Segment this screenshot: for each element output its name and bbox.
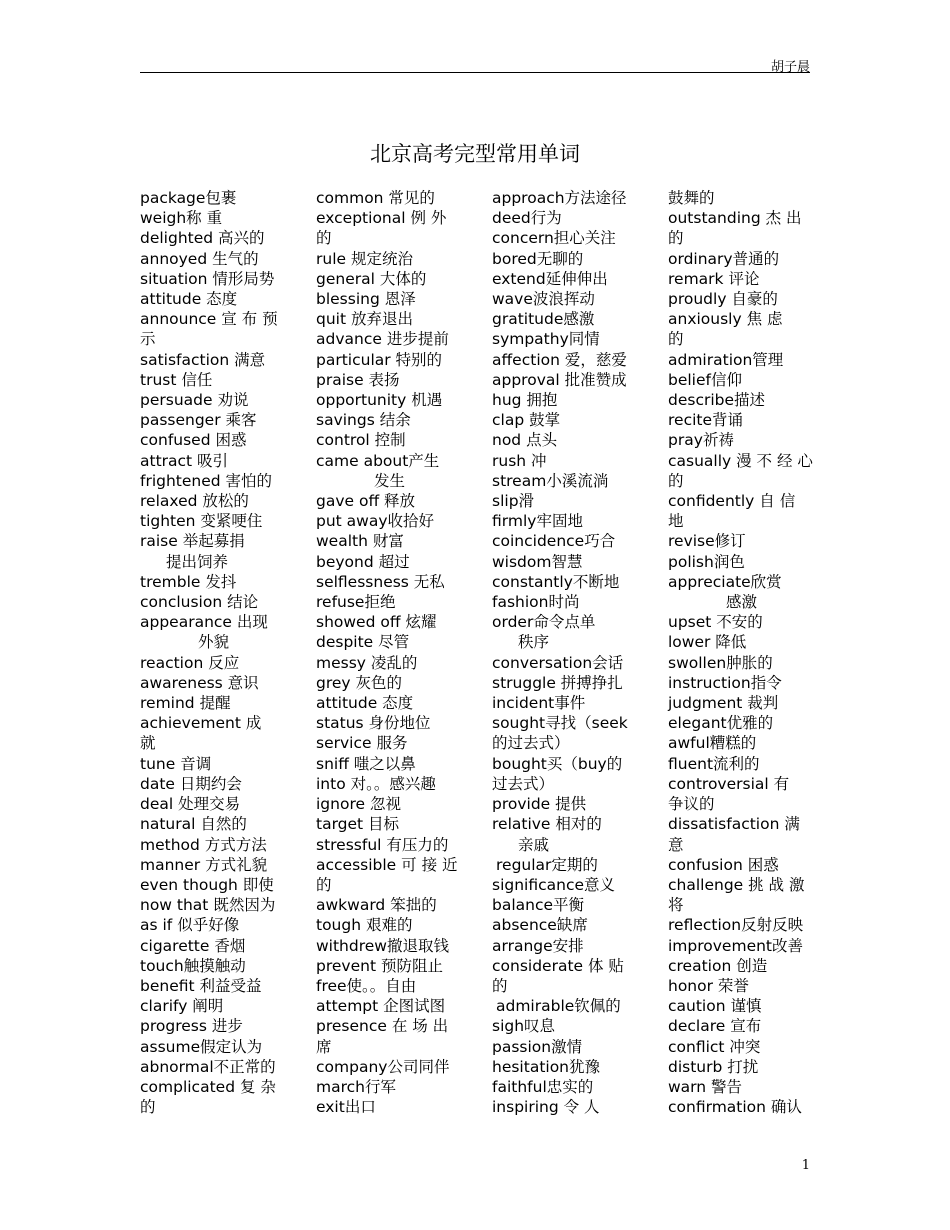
word-entry-line: put away收拾好 [316,512,435,531]
word-entry-line: showed off 炫耀 [316,613,437,632]
word-entry-line: coincidence巧合 [492,532,616,551]
page-number: 1 [801,1158,810,1173]
word-entry-line: regular定期的 [496,855,598,874]
word-entry-line: achievement 成 [140,714,262,733]
word-entry-line: 地 [668,512,684,531]
word-entry-line: pray祈祷 [668,431,734,450]
word-entry-line: selflessness 无私 [316,572,445,591]
header-divider [140,72,810,73]
word-entry-line: assume假定认为 [140,1037,263,1056]
word-entry-line: savings 结余 [316,411,411,430]
word-entry-line: delighted 高兴的 [140,229,265,248]
word-entry-line: inspiring 令 人 [492,1098,600,1117]
word-entry-line: wisdom智慧 [492,552,583,571]
word-entry-line: despite 尽管 [316,633,410,652]
word-entry-line: conclusion 结论 [140,593,259,612]
word-entry-line: deed行为 [492,209,562,228]
word-entry-line: order命令点单 [492,613,596,632]
word-entry-line: firmly牢固地 [492,512,583,531]
word-entry-line: 的 [492,976,508,995]
word-entry-line: rush 冲 [492,451,547,470]
word-entry-line: ordinary普通的 [668,249,780,268]
word-entry-line: recite背诵 [668,411,744,430]
word-entry-line: presence 在 场 出 [316,1017,449,1036]
word-entry-line: common 常见的 [316,189,435,207]
word-entry-line: announce 宣 布 预 [140,310,278,329]
word-entry-line: affection 爱，慈爱 [492,350,627,369]
word-entry-line: 发生 [374,471,406,490]
word-entry-line: wave波浪挥动 [492,290,595,309]
word-entry-line: tighten 变紧哽住 [140,512,263,531]
word-column-3 [492,188,637,1117]
word-entry-line: as if 似乎好像 [140,916,240,935]
word-entry-line: refuse拒绝 [316,593,396,612]
word-entry-line: particular 特别的 [316,350,443,369]
word-entry-line: instruction指令 [668,673,782,692]
word-entry-line: rule 规定统治 [316,249,413,268]
word-entry-line: company公司同伴 [316,1057,450,1076]
word-entry-line: confused 困惑 [140,431,247,450]
word-entry-line: hug 拥抱 [492,391,558,410]
word-entry-line: bored无聊的 [492,249,584,268]
word-entry-line: 提出饲养 [166,552,229,571]
word-entry-line: tune 音调 [140,754,212,773]
word-entry-line: proudly 自豪的 [668,290,778,309]
word-entry-line: admiration管理 [668,350,784,369]
word-entry-line: absence缺席 [492,916,588,935]
word-entry-line: accessible 可 接 近 [316,855,458,874]
word-entry-line: raise 举起募捐 [140,532,245,551]
word-entry-line: exit出口 [316,1098,376,1117]
word-entry-line: approval 批准赞成 [492,370,627,389]
header-author: 胡子晨 [770,60,810,75]
word-entry-line: faithful忠实的 [492,1077,594,1096]
word-entry-line: deal 处理交易 [140,795,241,814]
word-entry-line: stressful 有压力的 [316,835,449,854]
word-column-4 [668,188,813,1117]
word-entry-line: 争议的 [668,795,715,814]
word-column-2 [316,188,461,1117]
word-entry-line: satisfaction 满意 [140,350,266,369]
word-entry-line: relative 相对的 [492,815,602,834]
word-entry-line: tremble 发抖 [140,572,237,591]
word-entry-line: prevent 预防阻止 [316,956,443,975]
word-entry-line: improvement改善 [668,936,804,955]
word-entry-line: relaxed 放松的 [140,492,249,511]
word-entry-line: swollen肿胀的 [668,653,773,672]
word-entry-line: grey 灰色的 [316,673,403,692]
word-entry-line: arrange安排 [492,936,584,955]
word-entry-line: natural 自然的 [140,815,247,834]
word-entry-line: exceptional 例 外 [316,209,447,228]
word-entry-line: awful糟糕的 [668,734,757,753]
word-entry-line: upset 不安的 [668,613,763,632]
word-entry-line: provide 提供 [492,795,587,814]
word-entry-line: sympathy同情 [492,330,600,349]
word-entry-line: clarify 阐明 [140,997,224,1016]
word-entry-line: declare 宣布 [668,1017,762,1036]
word-entry-line: sought寻找（seek [492,714,628,733]
word-entry-line: 的 [668,330,684,349]
word-entry-line: fluent流利的 [668,754,760,773]
word-entry-line: casually 漫 不 经 心 [668,451,813,470]
word-entry-line: control 控制 [316,431,406,450]
word-entry-line: conversation会话 [492,653,624,672]
word-entry-line: gave off 释放 [316,492,416,511]
word-entry-line: hesitation犹豫 [492,1057,601,1076]
word-entry-line: constantly不断地 [492,572,620,591]
word-entry-line: praise 表扬 [316,370,400,389]
word-column-1 [140,188,285,1117]
word-entry-line: 秩序 [518,633,550,652]
word-entry-line: reflection反射反映 [668,916,804,935]
word-entry-line: extend延伸伸出 [492,269,608,288]
word-entry-line: 的 [316,875,332,894]
word-entry-line: situation 情形局势 [140,269,275,288]
word-entry-line: progress 进步 [140,1017,243,1036]
word-entry-line: quit 放弃退出 [316,310,413,329]
word-entry-line: approach方法途径 [492,189,627,207]
word-entry-line: attract 吸引 [140,451,229,470]
word-entry-line: 的 [140,1098,156,1117]
word-entry-line: creation 创造 [668,956,768,975]
word-entry-line: 示 [140,330,156,349]
word-entry-line: incident事件 [492,694,586,713]
word-entry-line: benefit 利益受益 [140,976,262,995]
word-entry-line: frightened 害怕的 [140,471,273,490]
word-entry-line: service 服务 [316,734,408,753]
word-entry-line: came about产生 [316,451,440,470]
word-entry-line: abnormal不正常的 [140,1057,276,1076]
word-entry-line: sigh叹息 [492,1017,556,1036]
word-entry-line: struggle 拼搏挣扎 [492,673,623,692]
word-entry-line: 就 [140,734,156,753]
word-entry-line: appreciate欣赏 [668,572,782,591]
word-entry-line: dissatisfaction 满 [668,815,800,834]
word-entry-line: warn 警告 [668,1077,743,1096]
word-entry-line: general 大体的 [316,269,427,288]
word-entry-line: significance意义 [492,875,616,894]
word-entry-line: now that 既然因为 [140,896,276,915]
word-entry-line: admirable钦佩的 [496,997,621,1016]
word-entry-line: fashion时尚 [492,593,580,612]
word-entry-line: honor 荣誉 [668,976,749,995]
word-entry-line: 将 [668,896,684,915]
word-entry-line: passion激情 [492,1037,583,1056]
word-entry-line: complicated 复 杂 [140,1077,276,1096]
word-entry-line: target 目标 [316,815,400,834]
word-entry-line: outstanding 杰 出 [668,209,802,228]
document-title: 北京高考完型常用单词 [370,142,580,166]
word-entry-line: 意 [668,835,684,854]
word-entry-line: clap 鼓掌 [492,411,561,430]
word-entry-line: 感激 [726,593,758,612]
word-entry-line: attempt 企图试图 [316,997,446,1016]
word-entry-line: belief信仰 [668,370,742,389]
word-entry-line: conflict 冲突 [668,1037,761,1056]
word-entry-line: package包裹 [140,189,237,207]
word-entry-line: challenge 挑 战 激 [668,875,805,894]
word-entry-line: persuade 劝说 [140,391,249,410]
word-entry-line: caution 谨慎 [668,997,762,1016]
word-entry-line: remark 评论 [668,269,760,288]
word-entry-line: ignore 忽视 [316,795,401,814]
word-entry-line: free使。。自由 [316,976,417,995]
word-entry-line: confirmation 确认 [668,1098,802,1117]
word-entry-line: attitude 态度 [316,694,414,713]
word-entry-line: revise修订 [668,532,746,551]
word-entry-line: slip滑 [492,492,535,511]
word-entry-line: 的过去式） [492,734,570,753]
word-entry-line: manner 方式礼貌 [140,855,268,874]
word-entry-line: awkward 笨拙的 [316,896,437,915]
word-entry-line: disturb 打扰 [668,1057,759,1076]
word-entry-line: touch触摸触动 [140,956,246,975]
word-entry-line: reaction 反应 [140,653,240,672]
word-entry-line: attitude 态度 [140,290,238,309]
word-entry-line: remind 提醒 [140,694,231,713]
word-entry-line: considerate 体 贴 [492,956,624,975]
word-entry-line: into 对。。感兴趣 [316,774,436,793]
word-entry-line: describe描述 [668,391,766,410]
word-entry-line: balance平衡 [492,896,585,915]
word-entry-line: method 方式方法 [140,835,267,854]
word-entry-line: annoyed 生气的 [140,249,259,268]
word-entry-line: concern担心关注 [492,229,616,248]
word-entry-line: withdrew撤退取钱 [316,936,449,955]
word-entry-line: 外貌 [198,633,230,652]
word-entry-line: 亲戚 [518,835,550,854]
word-entry-line: judgment 裁判 [668,694,779,713]
word-entry-line: stream小溪流淌 [492,471,609,490]
word-entry-line: awareness 意识 [140,673,259,692]
word-entry-line: status 身份地位 [316,714,431,733]
word-entry-line: gratitude感激 [492,310,595,329]
word-entry-line: 的 [316,229,332,248]
word-entry-line: 过去式） [492,774,555,793]
word-entry-line: 席 [316,1037,332,1056]
word-entry-line: beyond 超过 [316,552,410,571]
word-entry-line: nod 点头 [492,431,558,450]
word-entry-line: confidently 自 信 [668,492,796,511]
word-entry-line: messy 凌乱的 [316,653,418,672]
word-entry-line: appearance 出现 [140,613,268,632]
word-entry-line: 的 [668,471,684,490]
word-entry-line: anxiously 焦 虑 [668,310,783,329]
word-entry-line: 鼓舞的 [668,189,715,207]
word-entry-line: opportunity 机遇 [316,391,443,410]
word-entry-line: polish润色 [668,552,745,571]
word-entry-line: 的 [668,229,684,248]
word-entry-line: blessing 恩泽 [316,290,416,309]
word-entry-line: elegant优雅的 [668,714,774,733]
word-entry-line: tough 艰难的 [316,916,413,935]
word-entry-line: confusion 困惑 [668,855,779,874]
word-entry-line: passenger 乘客 [140,411,257,430]
word-entry-line: lower 降低 [668,633,747,652]
word-entry-line: march行军 [316,1077,396,1096]
word-entry-line: weigh称 重 [140,209,223,228]
word-entry-line: controversial 有 [668,774,790,793]
word-entry-line: advance 进步提前 [316,330,449,349]
word-entry-line: trust 信任 [140,370,213,389]
word-entry-line: sniff 嗤之以鼻 [316,754,416,773]
word-entry-line: cigarette 香烟 [140,936,246,955]
word-entry-line: even though 即使 [140,875,274,894]
word-entry-line: bought买（buy的 [492,754,623,773]
word-entry-line: date 日期约会 [140,774,242,793]
word-entry-line: wealth 财富 [316,532,404,551]
